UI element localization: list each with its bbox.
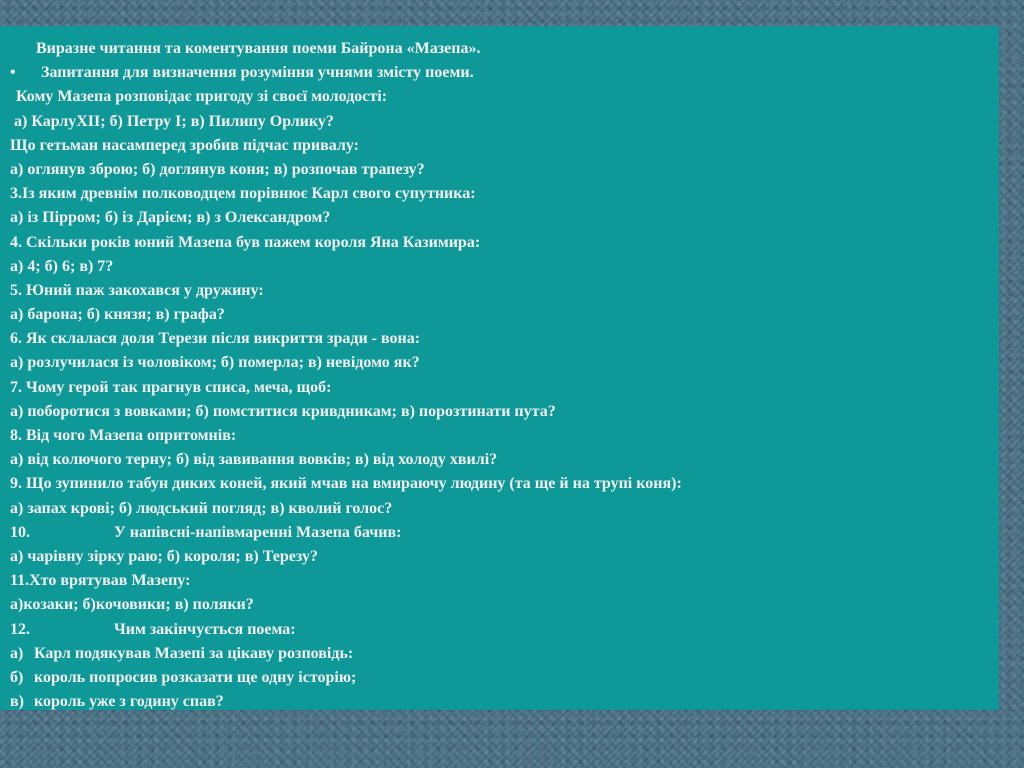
answers-11: а)козаки; б)кочовики; в) поляки?	[10, 596, 254, 614]
answers-4: а) 4; б) 6; в) 7?	[10, 257, 114, 275]
question-12-number: 12.	[10, 620, 30, 638]
answers-8: а) від колючого терну; б) від завивання вовків; в) від холоду хвилі?	[10, 451, 498, 469]
question-12-text: Чим закінчується поема:	[114, 620, 296, 638]
answer-12-b-text: король попросив розказати ще одну історію;	[34, 668, 357, 686]
question-5: 5. Юний паж закохався у дружину:	[10, 281, 264, 299]
question-1: Кому Мазепа розповідає пригоду зі своєї молодості:	[16, 88, 388, 106]
answer-12-b	[10, 666, 995, 690]
answers-7: а) поборотися з вовками; б) помститися кривдникам; в) порозтинати пута?	[10, 402, 556, 420]
slide-title: Виразне читання та коментування поеми Байрона «Мазепа».	[36, 40, 481, 57]
question-6: 6. Як склалася доля Терези після викриття зради - вона:	[10, 330, 421, 348]
slide-text-body	[10, 37, 995, 714]
answer-12-b-letter: б)	[10, 668, 24, 686]
answers-5: а) барона; б) князя; в) графа?	[10, 306, 225, 324]
answer-12-c	[10, 690, 995, 714]
question-4: 4. Скільки років юний Мазепа був пажем короля Яна Казимира:	[10, 233, 481, 251]
answer-12-c-letter: в)	[10, 693, 24, 711]
answer-12-a	[10, 642, 995, 666]
bullet-heading	[10, 61, 995, 85]
question-10	[10, 521, 995, 545]
answer-12-c-text: король уже з годину спав?	[34, 693, 224, 711]
slide-content-panel	[0, 26, 999, 710]
question-7: 7. Чому герой так прагнув списа, меча, щоб:	[10, 378, 332, 396]
question-3: 3.Із яким древнім полководцем порівнює Карл свого супутника:	[10, 185, 476, 203]
answers-10: а) чарівну зірку раю; б) короля; в) Терезу?	[10, 547, 318, 565]
answers-1: а) КарлуXII; б) Петру І; в) Пилипу Орлику?	[14, 112, 334, 130]
answers-2: а) оглянув зброю; б) доглянув коня; в) розпочав трапезу?	[10, 160, 425, 178]
question-12	[10, 618, 995, 642]
bullet-heading-text: Запитання для визначення розуміння учнями змісту поеми.	[41, 64, 474, 82]
question-11: 11.Хто врятував Мазепу:	[10, 572, 191, 590]
question-9: 9. Що зупинило табун диких коней, який мчав на вмираючу людину (та ще й на трупі коня):	[10, 475, 682, 493]
question-10-text: У напівсні-напівмаренні Мазепа бачив:	[114, 523, 402, 541]
answers-3: а) із Пірром; б) із Дарієм; в) з Олександром?	[10, 209, 331, 227]
answer-12-a-letter: а)	[10, 644, 24, 662]
answer-12-a-text: Карл подякував Мазепі за цікаву розповідь:	[34, 644, 354, 662]
question-2: Що гетьман насамперед зробив підчас привалу:	[10, 136, 359, 154]
answers-6: а) розлучилася із чоловіком; б) померла; в) невідомо як?	[10, 354, 420, 372]
bullet-marker: •	[10, 64, 16, 82]
answers-9: а) запах крові; б) людський погляд; в) кволий голос?	[10, 499, 393, 517]
question-8: 8. Від чого Мазепа опритомнів:	[10, 427, 237, 444]
question-10-number: 10.	[10, 523, 30, 541]
